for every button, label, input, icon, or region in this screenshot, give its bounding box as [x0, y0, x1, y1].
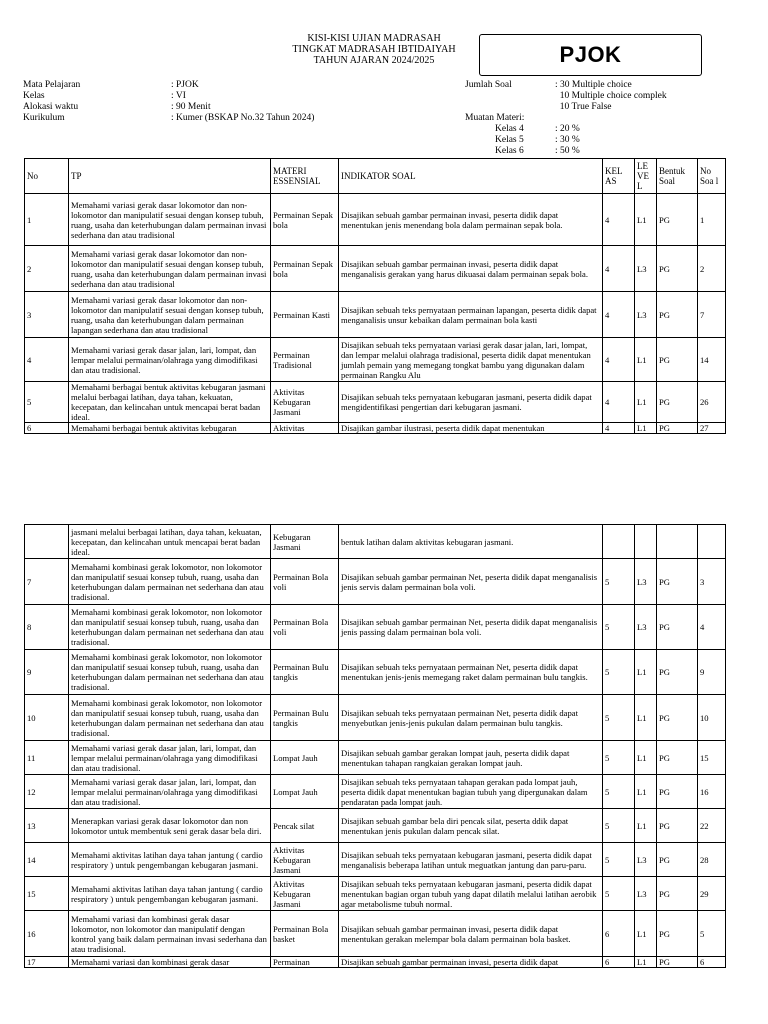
row-level: L3: [635, 559, 657, 605]
row-tp: Menerapkan variasi gerak dasar lokomotor dan non lokomotor untuk membentuk seni gerak dasar bela diri.: [69, 809, 271, 843]
row-bentuk: PG: [657, 911, 698, 957]
row-bentuk: PG: [657, 382, 698, 423]
title-line-1: KISI-KISI UJIAN MADRASAH: [307, 33, 441, 44]
row-kelas: 5: [603, 695, 635, 741]
row-indikator: Disajikan sebuah teks pernyataan kebugaran jasmani, peserta didik dapat menentukan bagian organ tubuh yang dapat dilatih melalui latihan aerobik agar metabolisme tubuh normal.: [339, 877, 603, 911]
row-no: 13: [25, 809, 69, 843]
row-indikator: Disajikan sebuah teks pernyataan kebugaran jasmani, peserta didik dapat menganalisis beberapa latihan untuk meguatkan jantung dan paru-paru.: [339, 843, 603, 877]
row-indikator: Disajikan sebuah gambar permainan invasi, peserta didik dapat menentukan gerakan melempar bola dalam permainan bola basket.: [339, 911, 603, 957]
row-indikator: Disajikan sebuah gambar gerakan lompat jauh, peserta didik dapat menentukan tahapan rangkaian gerakan lompat jauh.: [339, 741, 603, 775]
table-row: [25, 525, 726, 559]
row-bentuk: PG: [657, 877, 698, 911]
title-line-2: TINGKAT MADRASAH IBTIDAIYAH: [292, 44, 456, 55]
table-row: [25, 877, 726, 911]
row-no-soal: [698, 525, 726, 559]
row-no: 2: [25, 246, 69, 292]
row-no-soal: 6: [698, 957, 726, 968]
row-level: L3: [635, 843, 657, 877]
table-body-page-1: [25, 194, 726, 434]
row-materi: Permainan Bola voli: [271, 605, 339, 650]
meta-label: Mata Pelajaran: [23, 80, 81, 90]
row-kelas: [603, 525, 635, 559]
row-tp: Memahami aktivitas latihan daya tahan jantung ( cardio respiratory ) untuk pengembangan kebugaran jasmani.: [69, 877, 271, 911]
row-materi: Lompat Jauh: [271, 741, 339, 775]
table-row: [25, 843, 726, 877]
row-indikator: Disajikan sebuah teks pernyataan permainan Net, peserta didik dapat menentukan jenis-jenis memegang raket dalam permainan bulu tangkis.: [339, 650, 603, 695]
row-indikator: Disajikan sebuah teks pernyataan permainan lapangan, peserta didik dapat menganalisis unsur kebaikan dalam permainan bola kasti: [339, 292, 603, 338]
row-indikator: Disajikan sebuah gambar permainan invasi, peserta didik dapat menganalisis gerakan yang harus dikuasai dalam permainan sepak bola.: [339, 246, 603, 292]
row-no: 17: [25, 957, 69, 968]
row-no-soal: 26: [698, 382, 726, 423]
jumlah-soal-label: Jumlah Soal: [465, 80, 512, 90]
row-no-soal: 14: [698, 338, 726, 382]
table-row: [25, 650, 726, 695]
row-no-soal: 2: [698, 246, 726, 292]
row-no-soal: 27: [698, 423, 726, 434]
jumlah-soal-line: : 30 Multiple choice: [555, 80, 632, 90]
row-kelas: 6: [603, 957, 635, 968]
muatan-kelas: Kelas 4: [495, 124, 524, 134]
row-indikator: Disajikan sebuah gambar permainan invasi, peserta didik dapat menentukan jenis menendang bola dalam permainan sepak bola.: [339, 194, 603, 246]
row-level: L1: [635, 957, 657, 968]
row-tp: Memahami kombinasi gerak lokomotor, non lokomotor dan manipulatif sesuai konsep tubuh, ruang, usaha dan keterhubungan dalam permainan net sederhana dan atau tradisional.: [69, 695, 271, 741]
row-no: 6: [25, 423, 69, 434]
header-no-soal: No Soa l: [698, 159, 726, 194]
row-level: L1: [635, 382, 657, 423]
meta-value: : VI: [171, 91, 186, 101]
row-no-soal: 5: [698, 911, 726, 957]
row-kelas: 4: [603, 338, 635, 382]
row-indikator: Disajikan sebuah gambar permainan Net, peserta didik dapat menganalisis jenis passing dalam permainan bola voli.: [339, 605, 603, 650]
row-level: L1: [635, 650, 657, 695]
row-level: L1: [635, 695, 657, 741]
table-body-page-2: [25, 525, 726, 968]
row-no: 3: [25, 292, 69, 338]
row-no: 8: [25, 605, 69, 650]
row-materi: Permainan: [271, 957, 339, 968]
row-level: L1: [635, 741, 657, 775]
row-bentuk: PG: [657, 695, 698, 741]
row-kelas: 4: [603, 194, 635, 246]
row-kelas: 4: [603, 246, 635, 292]
muatan-value: : 20 %: [555, 124, 580, 134]
header-kelas: KEL AS: [603, 159, 635, 194]
row-materi: Permainan Bola basket: [271, 911, 339, 957]
row-level: L3: [635, 292, 657, 338]
row-kelas: 5: [603, 605, 635, 650]
row-tp: Memahami berbagai bentuk aktivitas kebugaran jasmani melalui berbagai latihan, daya tahan, kekuatan, kecepatan, dan kelincahan untuk mencapai berat badan ideal.: [69, 382, 271, 423]
row-no: 12: [25, 775, 69, 809]
row-bentuk: [657, 525, 698, 559]
meta-right: [465, 80, 667, 157]
row-kelas: 5: [603, 650, 635, 695]
row-no: 16: [25, 911, 69, 957]
row-no-soal: 28: [698, 843, 726, 877]
table-row: [25, 741, 726, 775]
kisi-kisi-table-page-2: [24, 524, 726, 968]
row-tp: Memahami kombinasi gerak lokomotor, non lokomotor dan manipulatif sesuai konsep tubuh, ruang, usaha dan keterhubungan dalam permainan net sederhana dan atau tradisional.: [69, 605, 271, 650]
title-line-3: TAHUN AJARAN 2024/2025: [313, 55, 435, 66]
table-row: [25, 695, 726, 741]
table-row: [25, 382, 726, 423]
row-no-soal: 10: [698, 695, 726, 741]
table-row: [25, 423, 726, 434]
meta-label: Kelas: [23, 91, 45, 101]
row-level: L3: [635, 605, 657, 650]
row-kelas: 5: [603, 775, 635, 809]
table-row: [25, 194, 726, 246]
row-level: [635, 525, 657, 559]
row-materi: Aktivitas Kebugaran Jasmani: [271, 877, 339, 911]
row-indikator: Disajikan sebuah gambar bela diri pencak silat, peserta ddik dapat menentukan jenis pukulan dalam pencak silat.: [339, 809, 603, 843]
table-row: [25, 292, 726, 338]
row-bentuk: PG: [657, 423, 698, 434]
row-indikator: Disajikan sebuah gambar permainan Net, peserta didik dapat menganalisis jenis servis dalam permainan bola voli.: [339, 559, 603, 605]
row-materi: Lompat Jauh: [271, 775, 339, 809]
row-bentuk: PG: [657, 605, 698, 650]
jumlah-soal-line: 10 True False: [555, 102, 612, 112]
meta-label: Kurikulum: [23, 113, 65, 123]
row-no: 4: [25, 338, 69, 382]
row-no-soal: 29: [698, 877, 726, 911]
row-tp: Memahami variasi gerak dasar jalan, lari, lompat, dan lempar melalui permainan/olahraga yang dimodifikasi dan atau tradisional.: [69, 741, 271, 775]
row-bentuk: PG: [657, 292, 698, 338]
row-no-soal: 7: [698, 292, 726, 338]
row-no-soal: 1: [698, 194, 726, 246]
muatan-kelas: Kelas 6: [495, 146, 524, 156]
row-indikator: Disajikan sebuah gambar permainan invasi, peserta didik dapat: [339, 957, 603, 968]
row-no-soal: 4: [698, 605, 726, 650]
row-bentuk: PG: [657, 194, 698, 246]
row-materi: Permainan Bulu tangkis: [271, 650, 339, 695]
row-level: L3: [635, 246, 657, 292]
muatan-label: Muatan Materi:: [465, 113, 525, 123]
row-materi: Permainan Kasti: [271, 292, 339, 338]
row-indikator: Disajikan sebuah teks pernyataan tahapan gerakan pada lompat jauh, peserta didik dapat menentukan bagian tubuh yang dipergunakan dalam pendaratan pada lompat jauh.: [339, 775, 603, 809]
table-row: [25, 246, 726, 292]
row-no-soal: 9: [698, 650, 726, 695]
row-materi: Aktivitas Kebugaran Jasmani: [271, 843, 339, 877]
row-no: 15: [25, 877, 69, 911]
row-level: L1: [635, 423, 657, 434]
row-materi: Kebugaran Jasmani: [271, 525, 339, 559]
row-tp: Memahami variasi dan kombinasi gerak dasar lokomotor, non lokomotor dan manipulatif dengan kontrol yang baik dalam permainan invasi sederhana dan atau tradisional.: [69, 911, 271, 957]
row-no: 1: [25, 194, 69, 246]
kisi-kisi-table-page-1: [24, 158, 726, 434]
row-kelas: 5: [603, 877, 635, 911]
row-level: L3: [635, 877, 657, 911]
row-indikator: Disajikan gambar ilustrasi, peserta didik dapat menentukan: [339, 423, 603, 434]
row-tp: Memahami berbagai bentuk aktivitas kebugaran: [69, 423, 271, 434]
row-kelas: 5: [603, 559, 635, 605]
row-indikator: bentuk latihan dalam aktivitas kebugaran jasmani.: [339, 525, 603, 559]
row-materi: Permainan Bulu tangkis: [271, 695, 339, 741]
row-bentuk: PG: [657, 246, 698, 292]
row-level: L1: [635, 194, 657, 246]
row-tp: jasmani melalui berbagai latihan, daya tahan, kekuatan, kecepatan, dan kelincahan untuk mencapai berat badan ideal.: [69, 525, 271, 559]
meta-value: : PJOK: [171, 80, 199, 90]
row-materi: Permainan Bola voli: [271, 559, 339, 605]
row-tp: Memahami variasi gerak dasar lokomotor dan non-lokomotor dan manipulatif sesuai dengan konsep tubuh, ruang, usaha dan keterhubungan dalam permainan invasi sederhana dan atau tradisional: [69, 194, 271, 246]
row-materi: Permainan Sepak bola: [271, 246, 339, 292]
row-bentuk: PG: [657, 957, 698, 968]
row-level: L1: [635, 338, 657, 382]
row-no: 11: [25, 741, 69, 775]
row-tp: Memahami variasi gerak dasar jalan, lari, lompat, dan lempar melalui permainan/olahraga yang dimodifikasi dan atau tradisional.: [69, 338, 271, 382]
row-materi: Aktivitas: [271, 423, 339, 434]
row-no: 7: [25, 559, 69, 605]
table-row: [25, 338, 726, 382]
row-materi: Aktivitas Kebugaran Jasmani: [271, 382, 339, 423]
table-row: [25, 957, 726, 968]
row-level: L1: [635, 775, 657, 809]
table-row: [25, 559, 726, 605]
row-tp: Memahami variasi gerak dasar jalan, lari, lompat, dan lempar melalui permainan/olahraga yang dimodifikasi dan atau tradisional.: [69, 775, 271, 809]
header-level: LE VE L: [635, 159, 657, 194]
row-no: 10: [25, 695, 69, 741]
meta-value: : Kumer (BSKAP No.32 Tahun 2024): [171, 113, 315, 123]
row-tp: Memahami kombinasi gerak lokomotor, non lokomotor dan manipulatif sesuai konsep tubuh, ruang, usaha dan keterhubungan dalam permainan net sederhana dan atau tradisional.: [69, 559, 271, 605]
row-level: L1: [635, 809, 657, 843]
row-tp: Memahami variasi gerak dasar lokomotor dan non-lokomotor dan manipulatif sesuai dengan konsep tubuh, ruang, usaha dan keterhubungan dalam permainan lapangan sederhana dan atau tradisional: [69, 292, 271, 338]
header-materi: MATERI ESSENSIAL: [271, 159, 339, 194]
subject-badge: PJOK: [479, 34, 702, 76]
row-tp: Memahami variasi dan kombinasi gerak dasar: [69, 957, 271, 968]
table-row: [25, 911, 726, 957]
row-kelas: 6: [603, 911, 635, 957]
meta-value: : 90 Menit: [171, 102, 211, 112]
row-no: [25, 525, 69, 559]
row-materi: Permainan Tradisional: [271, 338, 339, 382]
row-bentuk: PG: [657, 809, 698, 843]
row-kelas: 5: [603, 809, 635, 843]
row-bentuk: PG: [657, 559, 698, 605]
row-bentuk: PG: [657, 338, 698, 382]
header-no: No: [25, 159, 69, 194]
row-kelas: 4: [603, 423, 635, 434]
row-kelas: 4: [603, 292, 635, 338]
row-bentuk: PG: [657, 843, 698, 877]
row-tp: Memahami aktivitas latihan daya tahan jantung ( cardio respiratory ) untuk pengembangan kebugaran jasmani.: [69, 843, 271, 877]
row-materi: Pencak silat: [271, 809, 339, 843]
table-row: [25, 809, 726, 843]
muatan-value: : 50 %: [555, 146, 580, 156]
meta-left: [23, 80, 314, 124]
row-kelas: 5: [603, 741, 635, 775]
row-bentuk: PG: [657, 775, 698, 809]
row-no-soal: 3: [698, 559, 726, 605]
row-level: L1: [635, 911, 657, 957]
row-tp: Memahami kombinasi gerak lokomotor, non lokomotor dan manipulatif sesuai konsep tubuh, ruang, usaha dan keterhubungan dalam permainan net sederhana dan atau tradisional.: [69, 650, 271, 695]
row-bentuk: PG: [657, 741, 698, 775]
row-indikator: Disajikan sebuah teks pernyataan kebugaran jasmani, peserta didik dapat mengidentifikasi pengertian dari kebugaran jasmani.: [339, 382, 603, 423]
table-row: [25, 775, 726, 809]
table-row: [25, 605, 726, 650]
row-indikator: Disajikan sebuah teks pernyataan permainan Net, peserta didik dapat menyebutkan jenis-jenis pukulan dalam permainan bulu tangkis.: [339, 695, 603, 741]
row-no: 9: [25, 650, 69, 695]
meta-label: Alokasi waktu: [23, 102, 79, 112]
row-indikator: Disajikan sebuah teks pernyataan variasi gerak dasar jalan, lari, lompat, dan lempar melalui olahraga tradisional, peserta didik dapat menentukan jumlah pemain yang memegang tongkat bambu yang digunakan dalam permainan Rangku Alu: [339, 338, 603, 382]
row-tp: Memahami variasi gerak dasar lokomotor dan non-lokomotor dan manipulatif sesuai dengan konsep tubuh, ruang, usaha dan keterhubungan dalam permainan invasi sederhana dan atau tradisional: [69, 246, 271, 292]
row-materi: Permainan Sepak bola: [271, 194, 339, 246]
header-tp: TP: [69, 159, 271, 194]
row-no-soal: 15: [698, 741, 726, 775]
header-bentuk: Bentuk Soal: [657, 159, 698, 194]
row-no-soal: 16: [698, 775, 726, 809]
row-no-soal: 22: [698, 809, 726, 843]
row-bentuk: PG: [657, 650, 698, 695]
jumlah-soal-line: 10 Multiple choice complek: [555, 91, 667, 101]
row-no: 14: [25, 843, 69, 877]
muatan-value: : 30 %: [555, 135, 580, 145]
row-no: 5: [25, 382, 69, 423]
row-kelas: 4: [603, 382, 635, 423]
table-header-row: [25, 159, 726, 194]
muatan-kelas: Kelas 5: [495, 135, 524, 145]
document-title: [240, 33, 508, 66]
row-kelas: 5: [603, 843, 635, 877]
header-indikator: INDIKATOR SOAL: [339, 159, 603, 194]
